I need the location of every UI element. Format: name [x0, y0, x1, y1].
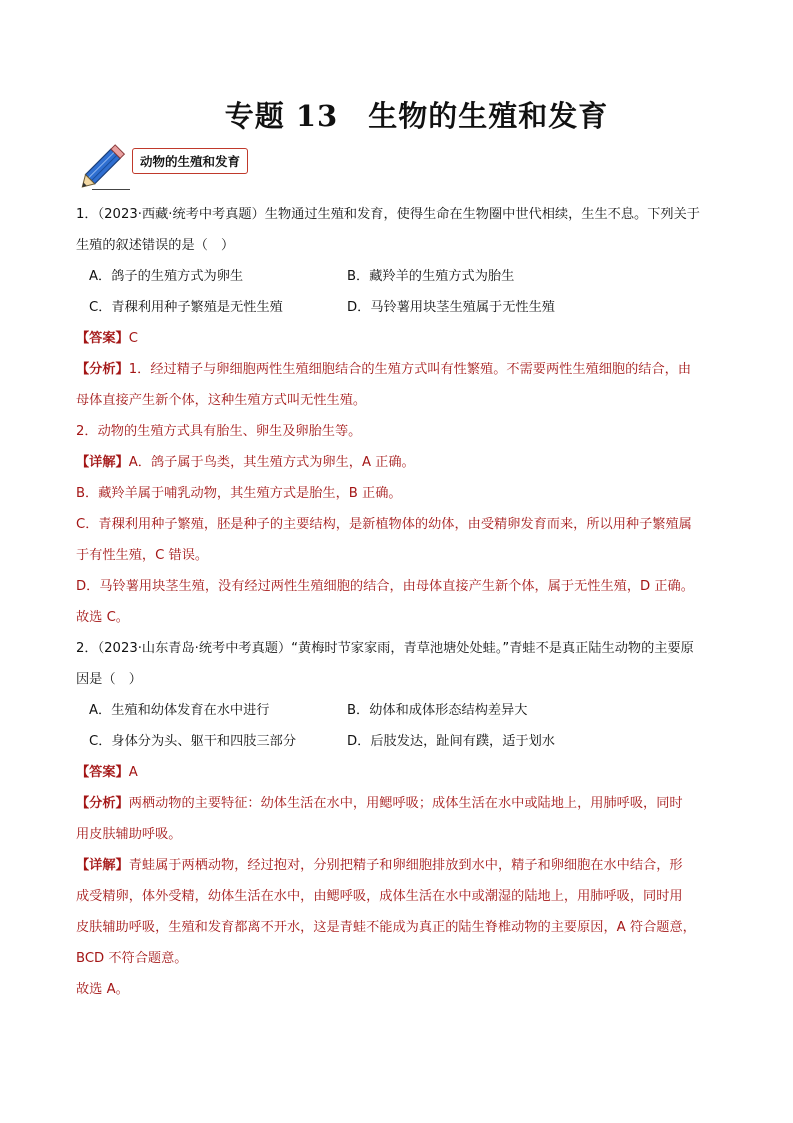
q1-analysis-line-3: 2．动物的生殖方式具有胎生、卵生及卵胎生等。 — [76, 424, 362, 439]
q1-answer-value: C — [128, 331, 138, 346]
q1-choose: 故选 C。 — [76, 610, 129, 625]
q2-detail-line-1 — [76, 850, 726, 881]
q2-options-row-1 — [76, 695, 726, 726]
q2-detail-text-1: 青蛙属于两栖动物，经过抱对，分别把精子和卵细胞排放到水中，精子和卵细胞在水中结合，形 — [128, 858, 683, 873]
detail-tag: 【详解】 — [76, 858, 129, 873]
q1-option-a: A．鸽子的生殖方式为卵生 — [89, 269, 244, 284]
q1-option-d: D．马铃薯用块茎生殖属于无性生殖 — [347, 300, 555, 315]
page-title: 专题 13 生物的生殖和发育 — [224, 99, 609, 133]
answer-tag: 【答案】 — [76, 331, 129, 346]
q1-analysis-line-2: 母体直接产生新个体，这种生殖方式叫无性生殖。 — [76, 393, 367, 408]
section-header — [78, 136, 278, 194]
analysis-tag: 【分析】 — [76, 362, 129, 377]
q1-detail-line-5: D．马铃薯用块茎生殖，没有经过两性生殖细胞的结合，由母体直接产生新个体，属于无性生殖，D 正确。 — [76, 579, 694, 594]
header-underline — [92, 189, 130, 190]
q2-analysis-line-2: 用皮肤辅助呼吸。 — [76, 827, 182, 842]
q1-detail-line-3: C．青稞利用种子繁殖，胚是种子的主要结构，是新植物体的幼体，由受精卵发育而来，所以用种子繁殖属 — [76, 517, 692, 532]
pencil-icon — [78, 136, 134, 192]
section-label: 动物的生殖和发育 — [132, 148, 248, 174]
q1-answer — [76, 323, 726, 354]
q2-stem-line-1: 2．（2023·山东青岛·统考中考真题）“黄梅时节家家雨，青草池塘处处蛙。”青蛙不是真正陆生动物的主要原 — [76, 641, 694, 656]
q1-analysis-text-1: 1．经过精子与卵细胞两性生殖细胞结合的生殖方式叫有性繁殖。不需要两性生殖细胞的结合，由 — [128, 362, 692, 377]
q1-stem-line-1: 1．（2023·西藏·统考中考真题）生物通过生殖和发育，使得生命在生物圈中世代相续，生生不息。下列关于 — [76, 207, 700, 222]
q1-options-row-1 — [76, 261, 726, 292]
q1-detail-text-1: A．鸽子属于鸟类，其生殖方式为卵生，A 正确。 — [128, 455, 415, 470]
q2-answer — [76, 757, 726, 788]
q1-options-row-2 — [76, 292, 726, 323]
q1-option-c: C．青稞利用种子繁殖是无性生殖 — [89, 300, 283, 315]
q2-analysis-line-1 — [76, 788, 726, 819]
q2-detail-line-4: BCD 不符合题意。 — [76, 951, 188, 966]
q1-detail-line-4: 于有性生殖，C 错误。 — [76, 548, 209, 563]
q1-option-b: B．藏羚羊的生殖方式为胎生 — [347, 269, 515, 284]
q1-analysis-line-1 — [76, 354, 726, 385]
analysis-tag: 【分析】 — [76, 796, 129, 811]
q1-stem-line-2: 生殖的叙述错误的是（ ） — [76, 238, 235, 253]
q2-option-d: D．后肢发达，趾间有蹼，适于划水 — [347, 734, 555, 749]
detail-tag: 【详解】 — [76, 455, 129, 470]
q2-detail-line-2: 成受精卵，体外受精，幼体生活在水中，由鳃呼吸，成体生活在水中或潮湿的陆地上，用肺呼吸，同时用 — [76, 889, 683, 904]
q1-detail-line-1 — [76, 447, 726, 478]
q2-analysis-text-1: 两栖动物的主要特征：幼体生活在水中，用鳃呼吸；成体生活在水中或陆地上，用肺呼吸，同时 — [128, 796, 683, 811]
q2-stem-line-2: 因是（ ） — [76, 672, 142, 687]
q2-option-c: C．身体分为头、躯干和四肢三部分 — [89, 734, 297, 749]
q2-options-row-2 — [76, 726, 726, 757]
answer-tag: 【答案】 — [76, 765, 129, 780]
q2-detail-line-3: 皮肤辅助呼吸，生殖和发育都离不开水，这是青蛙不能成为真正的陆生脊椎动物的主要原因，A 符合题意， — [76, 920, 696, 935]
q2-option-a: A．生殖和幼体发育在水中进行 — [89, 703, 270, 718]
q2-option-b: B．幼体和成体形态结构差异大 — [347, 703, 528, 718]
q1-detail-line-2: B．藏羚羊属于哺乳动物，其生殖方式是胎生，B 正确。 — [76, 486, 402, 501]
q2-choose: 故选 A。 — [76, 982, 129, 997]
document-body — [76, 199, 726, 1005]
q2-answer-value: A — [128, 765, 138, 780]
